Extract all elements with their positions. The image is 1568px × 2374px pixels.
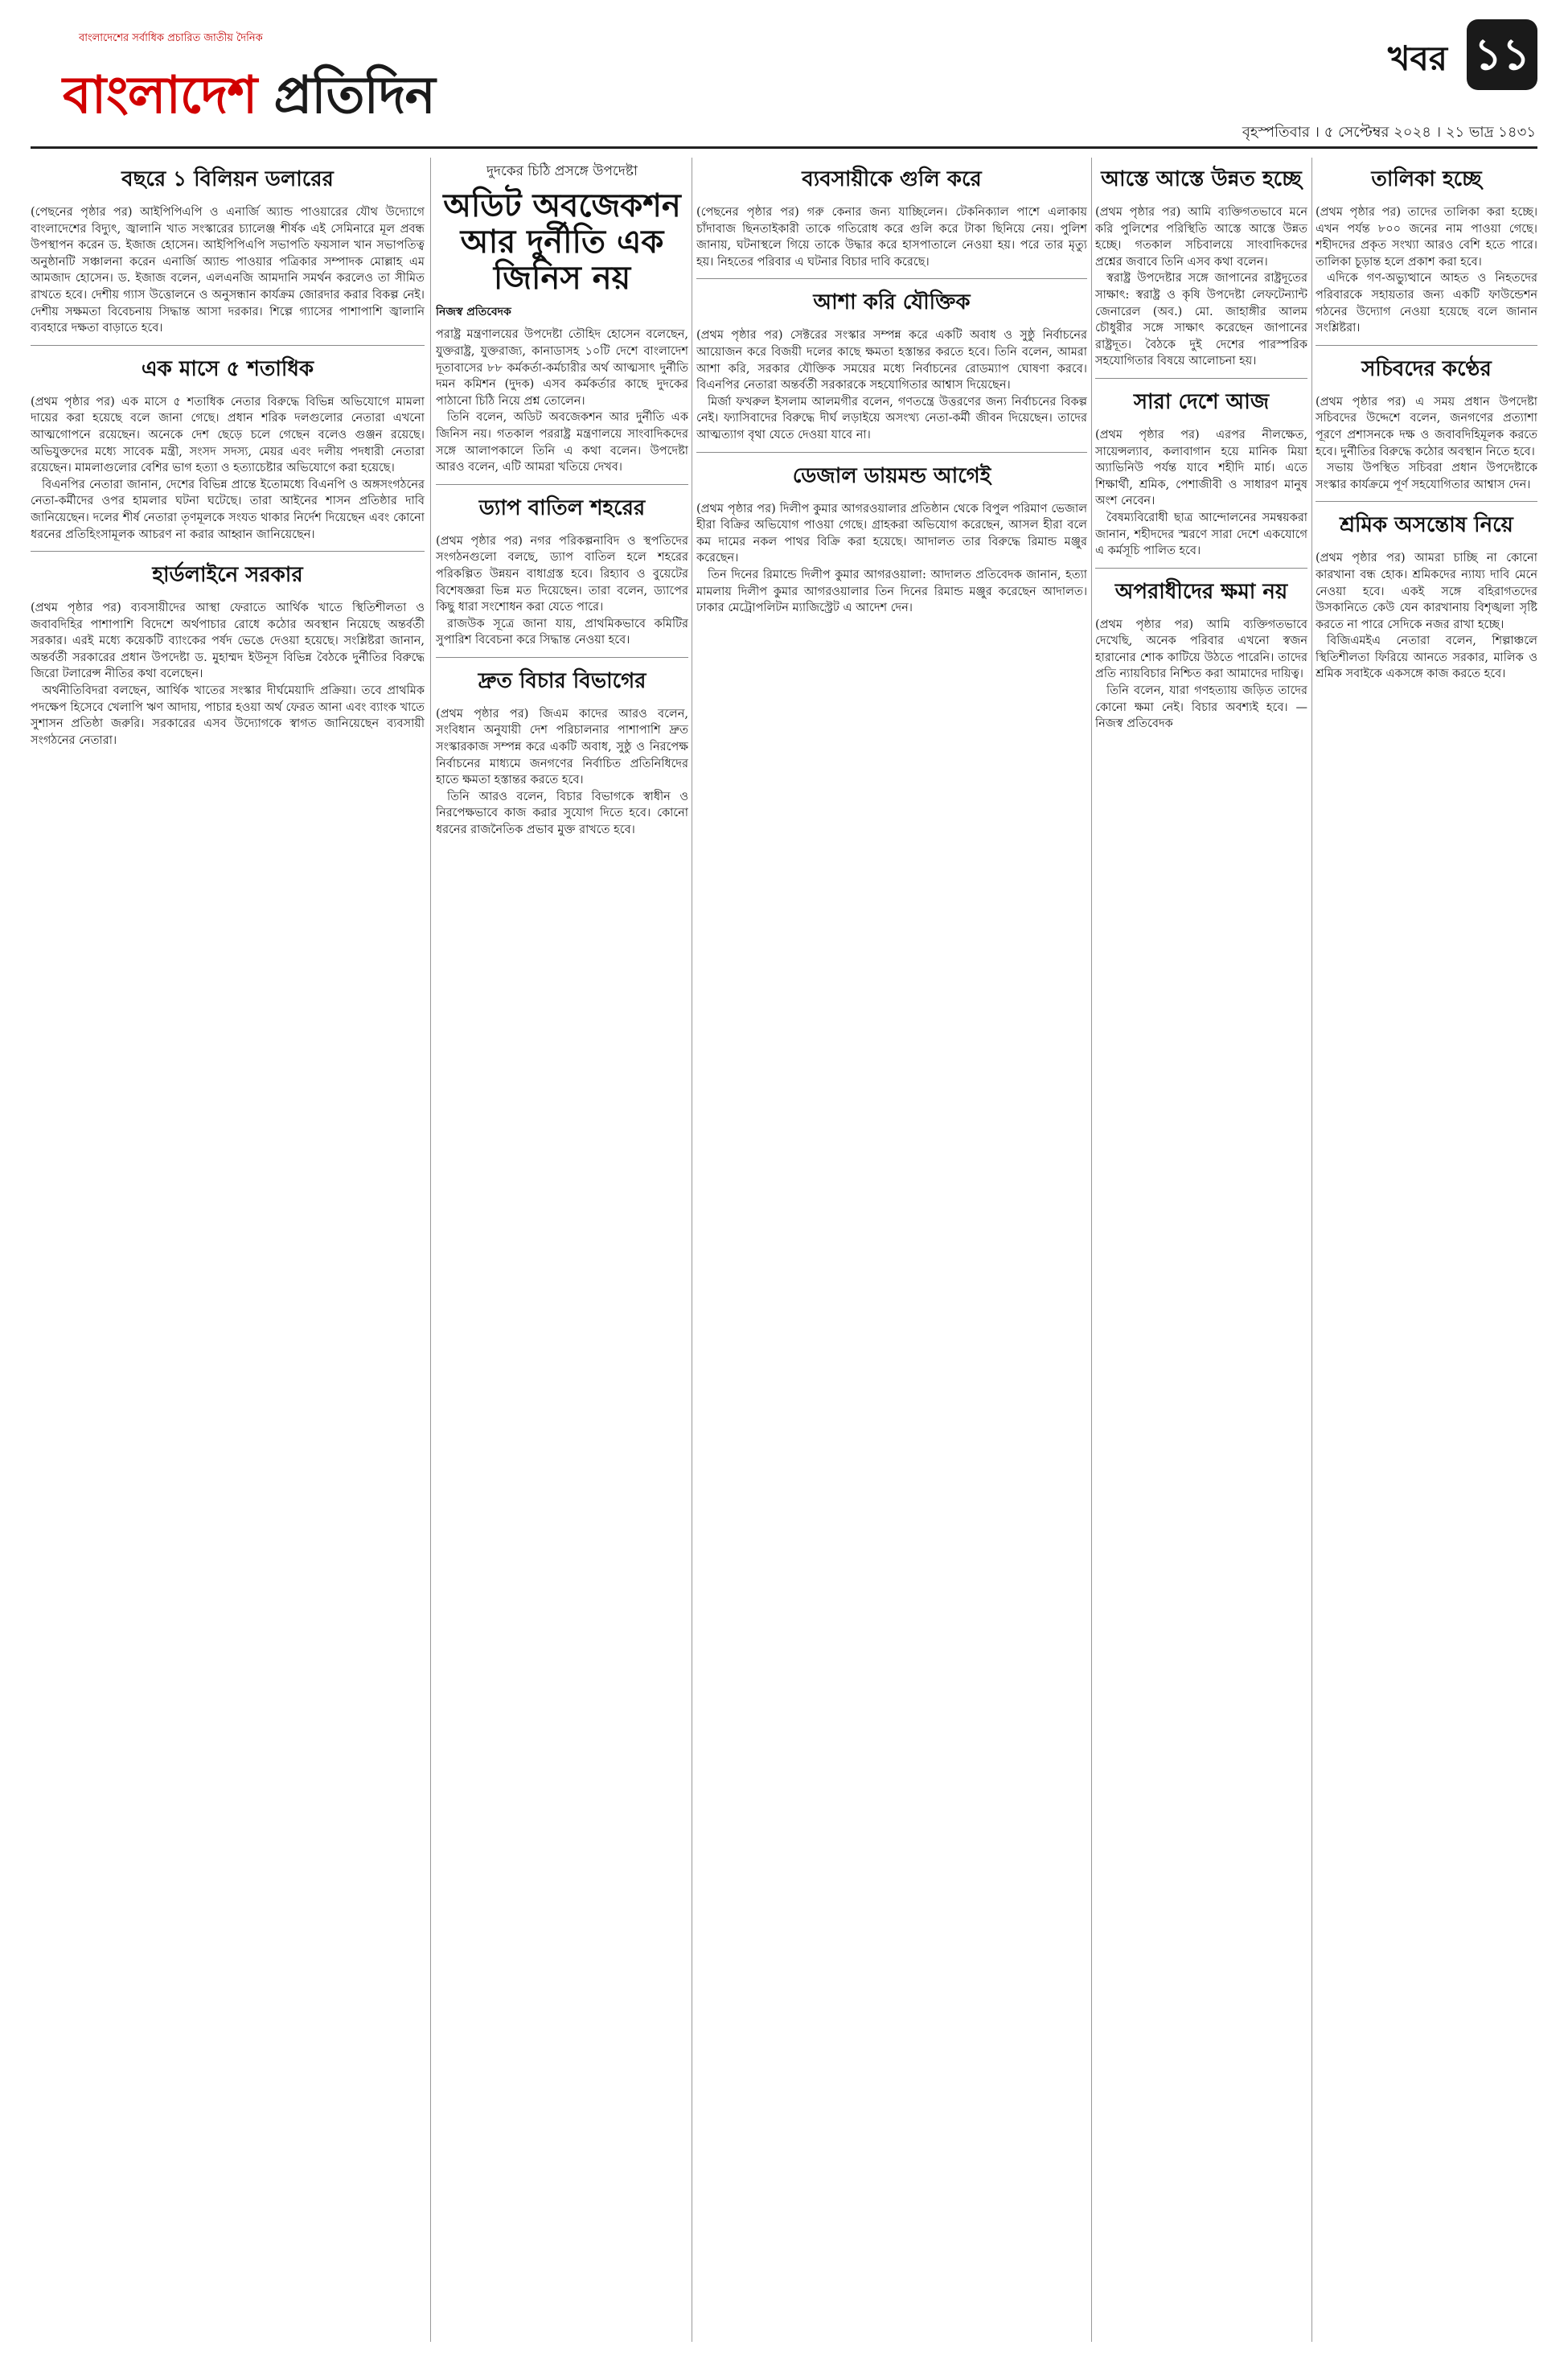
article-hope-logical [696, 285, 1087, 443]
article-separator [436, 484, 688, 485]
logo-word-red: বাংলাদেশ [63, 66, 257, 125]
logo-tagline: বাংলাদেশের সর্বাধিক প্রচারিত জাতীয় দৈনিক [79, 32, 263, 44]
article-headline: ডেজাল ডায়মন্ড আগেই [792, 463, 991, 488]
article-paragraph: সভায় উপস্থিত সচিবরা প্রধান উপদেষ্টাকে সংস্কার কার্যক্রমে পূর্ণ সহযোগিতার আশ্বাস দেন। [1316, 462, 1537, 491]
article-headline: সচিবদের কণ্ঠের [1361, 356, 1492, 381]
article-paragraph: মির্জা ফখরুল ইসলাম আলমগীর বলেন, গণতন্ত্রে উত্তরণের জন্য নির্বাচনের বিকল্প নেই। ফ্যাসিবাদের বিরুদ্ধে দীর্ঘ লড়াইয়ে অসংখ্য নেতা-কর্মী জীবন দিয়েছেন। তাদের আত্মত্যাগ বৃথা যেতে দেওয়া যাবে না। [696, 395, 1087, 442]
masthead [0, 0, 1568, 153]
article-paragraph: (প্রথম পৃষ্ঠার পর) সেক্টরের সংস্কার সম্পন্ন করে একটি অবাধ ও সুষ্ঠু নির্বাচনের আয়োজন করে বিজয়ী দলের কাছে ক্ষমতা হস্তান্তর করতে হবে। তিনি বলেন, আমরা আশা করি, সরকার যৌক্তিক সময়ের মধ্যে নির্বাচনের রোডম্যাপ ঘোষণা করবে। বিএনপির নেতারা অন্তর্বর্তী সরকারকে সহযোগিতার আশ্বাস দিয়েছেন। [696, 329, 1087, 392]
article-headline: অপরাধীদের ক্ষমা নয় [1114, 579, 1288, 604]
article-paragraph: (পেছনের পৃষ্ঠার পর) গরু কেনার জন্য যাচ্ছিলেন। টেকনিক্যাল পাশে এলাকায় চাঁদাবাজ ছিনতাইকারী তাকে গতিরোধ করে গুলি করে টাকা ছিনিয়ে নেয়। পুলিশ জানায়, ঘটনাস্থলে গিয়ে তাকে উদ্ধার করে হাসপাতালে নেওয়া হয়। পরে তার মৃত্যু হয়। নিহতের পরিবার এ ঘটনার বিচার দাবি করেছে। [696, 206, 1087, 269]
article-paragraph: (পেছনের পৃষ্ঠার পর) আইপিপিএপি ও এনার্জি অ্যান্ড পাওয়ারের যৌথ উদ্যোগে বাংলাদেশের বিদ্যুৎ, জ্বালানি খাত সংস্কারের চ্যালেঞ্জ শীর্ষক এই সেমিনারে মূল প্রবন্ধ উপস্থাপন করেন ড. ইজাজ হোসেন। আইপিপিএপি সভাপতি ফয়সাল খান সভাপতিত্ব অনুষ্ঠানটি সঞ্চালনা করেন এনার্জি অ্যান্ড পাওয়ার পত্রিকার সম্পাদক মোল্লাহ এম আমজাদ হোসেন। ড. ইজাজ বলেন, এলএনজি আমদানি সমর্থন করলেও তা সীমিত রাখতে হবে। দেশীয় গ্যাস উত্তোলনে ও অনুসন্ধান কার্যক্রম জোরদার করার বিকল্প নেই। দেশীয় সক্ষমতা বিবেচনায় সিদ্ধান্ত আসা দরকার। শিল্পে গ্যাসের পাশাপাশি জ্বালানি ব্যবহারে দক্ষতা বাড়াতে হবে। [31, 206, 425, 335]
column-3 [696, 158, 1087, 2342]
column-1 [31, 158, 425, 2342]
article-headline: হার্ডলাইনে সরকার [152, 563, 303, 588]
article-separator [696, 452, 1087, 453]
article-paragraph: রাজউক সূত্রে জানা যায়, প্রাথমিকভাবে কমিটির সুপারিশ বিবেচনা করে সিদ্ধান্ত নেওয়া হবে। [436, 617, 688, 647]
page-number-badge: ১১ [1467, 19, 1537, 90]
article-paragraph: পরাষ্ট্র মন্ত্রণালয়ের উপদেষ্টা তৌহিদ হোসেন বলেছেন, যুক্তরাষ্ট্র, যুক্তরাজ্য, কানাডাসহ ১০টি দেশে বাংলাদেশ দূতাবাসের ৮৮ কর্মকর্তা-কর্মচারীর অর্থ আত্মসাৎ দুর্নীতি দমন কমিশন (দুদক) এসব কর্মকর্তার কাছে দুদকের পাঠানো চিঠি নিয়ে প্রশ্ন তোলেন। [436, 328, 688, 408]
article-paragraph: স্বরাষ্ট্র উপদেষ্টার সঙ্গে জাপানের রাষ্ট্রদূতের সাক্ষাৎ: স্বরাষ্ট্র ও কৃষি উপদেষ্টা লেফটেন্যান্ট জেনারেল (অব.) মো. জাহাঙ্গীর আলম চৌধুরীর সঙ্গে সাক্ষাৎ করেছেন জাপানের রাষ্ট্রদূত। বৈঠকে দুই দেশের পারস্পরিক সহযোগিতার বিষয়ে আলোচনা হয়। [1095, 272, 1307, 368]
article-paragraph: (প্রথম পৃষ্ঠার পর) এরপর নীলক্ষেত, সায়েন্সল্যাব, কলাবাগান হয়ে মানিক মিয়া অ্যাভিনিউ পর্যন্ত যাবে শহীদি মার্চ। এতে শিক্ষার্থী, শ্রমিক, পেশাজীবী ও সাধারণ মানুষ অংশ নেবেন। [1095, 428, 1307, 508]
article-paragraph: (প্রথম পৃষ্ঠার পর) ব্যবসায়ীদের আস্থা ফেরাতে আর্থিক খাতে স্থিতিশীলতা ও জবাবদিহির পাশাপাশি বিদেশে অর্থপাচার রোধে কঠোর অবস্থান নিয়েছে অন্তর্বর্তী সরকার। এরই মধ্যে কয়েকটি ব্যাংকের পর্ষদ ভেঙে দেওয়া হয়েছে। সংশ্লিষ্টরা জানান, অন্তর্বর্তী সরকারের প্রধান উপদেষ্টা ড. মুহাম্মদ ইউনূস বিভিন্ন বৈঠকে দুর্নীতির বিরুদ্ধে জিরো টলারেন্স নীতির কথা বলেছেন। [31, 602, 425, 681]
section-label: খবর [1387, 39, 1447, 78]
article-headline: বছরে ১ বিলিয়ন ডলারের [121, 167, 334, 191]
article-headline: আশা করি যৌক্তিক [813, 290, 971, 315]
logo-wordmark [63, 56, 435, 142]
article-paragraph: (প্রথম পৃষ্ঠার পর) আমি ব্যক্তিগতভাবে মনে করি পুলিশের পরিস্থিতি আস্তে আস্তে উন্নত হচ্ছে। গতকাল সচিবালয়ে সাংবাদিকদের প্রশ্নের জবাবে তিনি এসব কথা বলেন। [1095, 206, 1307, 269]
article-paragraph: (প্রথম পৃষ্ঠার পর) এক মাসে ৫ শতাধিক নেতার বিরুদ্ধে বিভিন্ন অভিযোগে মামলা দায়ের করা হয়েছে বলে জানা গেছে। প্রধান শরিক দলগুলোর নেতারা এখনো আত্মগোপনে রয়েছেন। অনেকে দেশ ছেড়ে চলে গেছেন বলেও গুঞ্জন রয়েছে। অভিযুক্তদের মধ্যে সাবেক মন্ত্রী, সংসদ সদস্য, মেয়র এবং দলীয় পদধারী নেতারা রয়েছেন। মামলাগুলোর বেশির ভাগ হত্যা ও হত্যাচেষ্টার অভিযোগে করা হয়েছে। [31, 395, 425, 475]
column-2 [436, 158, 688, 2342]
article-paragraph: বিএনপির নেতারা জানান, দেশের বিভিন্ন প্রান্তে ইতোমধ্যে বিএনপি ও অঙ্গসংগঠনের নেতা-কর্মীদের ওপর হামলার ঘটনা ঘটেছে। তারা আইনের শাসন প্রতিষ্ঠার দাবি জানিয়েছেন। দলের শীর্ষ নেতারা তৃণমূলকে সংযত থাকার নির্দেশ দিয়েছেন এবং কোনো ধরনের প্রতিহিংসামূলক আচরণ না করার আহ্বান জানিয়েছেন। [31, 478, 425, 541]
article-separator [696, 278, 1087, 279]
article-businessman-shot [696, 162, 1087, 270]
article-headline: শ্রমিক অসন্তোষ নিয়ে [1340, 513, 1513, 538]
article-paragraph: (প্রথম পৃষ্ঠার পর) আমি ব্যক্তিগতভাবে দেখেছি, অনেক পরিবার এখনো স্বজন হারানোর শোক কাটিয়ে উঠতে পারেনি। তাদের প্রতি ন্যায়বিচার নিশ্চিত করা আমাদের দায়িত্ব। [1095, 618, 1307, 681]
article-separator [31, 551, 425, 552]
article-labor-unrest [1316, 508, 1537, 683]
article-paragraph: (প্রথম পৃষ্ঠার পর) এ সময় প্রধান উপদেষ্টা সচিবদের উদ্দেশে বলেন, জনগণের প্রত্যাশা পূরণে প্রশাসনকে দক্ষ ও জবাবদিহিমূলক করতে হবে। দুর্নীতির বিরুদ্ধে কঠোর অবস্থান নিতে হবে। [1316, 395, 1537, 458]
article-byline: নিজস্ব প্রতিবেদক [436, 306, 511, 319]
article-kicker: দুদকের চিঠি প্রসঙ্গে উপদেষ্টা [486, 163, 638, 179]
article-paragraph: বিজিএমইএ নেতারা বলেন, শিল্পাঞ্চলে স্থিতিশীলতা ফিরিয়ে আনতে সরকার, মালিক ও শ্রমিক সবাইকে একসঙ্গে কাজ করতে হবে। [1316, 635, 1537, 681]
article-paragraph: (প্রথম পৃষ্ঠার পর) দিলীপ কুমার আগরওয়ালার প্রতিষ্ঠান থেকে বিপুল পরিমাণ ভেজাল হীরা বিক্রির অভিযোগ পাওয়া গেছে। গ্রাহকরা অভিযোগ করেছেন, আসল হীরা বলে কম দামের নকল পাথর বিক্রি করা হয়েছে। আদালত তার বিরুদ্ধে রিমান্ড মঞ্জুর করেছেন। [696, 502, 1087, 565]
article-separator [31, 345, 425, 346]
article-paragraph: এদিকে গণ-অভ্যুত্থানে আহত ও নিহতদের পরিবারকে সহায়তার জন্য একটি ফাউন্ডেশন গঠনের উদ্যোগ নেওয়া হয়েছে বলে জানান সংশ্লিষ্টরা। [1316, 272, 1537, 335]
article-paragraph: তিন দিনের রিমান্ডে দিলীপ কুমার আগরওয়ালা: আদালত প্রতিবেদক জানান, হত্যা মামলায় দিলীপ কুমার আগরওয়ালার তিন দিনের রিমান্ড মঞ্জুর করেছেন আদালত। ঢাকার মেট্রোপলিটন ম্যাজিস্ট্রেট এ আদেশ দেন। [696, 568, 1087, 615]
column-divider [1311, 158, 1312, 2342]
article-separator [1095, 378, 1307, 379]
article-paragraph: তিনি বলেন, যারা গণহত্যায় জড়িত তাদের কোনো ক্ষমা নেই। বিচার অবশ্যই হবে। — নিজস্ব প্রতিবেদক [1095, 684, 1307, 731]
article-slowly-improving [1095, 162, 1307, 370]
newspaper-logo [31, 14, 435, 135]
article-separator [436, 657, 688, 658]
article-secretaries [1316, 352, 1537, 494]
article-paragraph: (প্রথম পৃষ্ঠার পর) জিএম কাদের আরও বলেন, সংবিধান অনুযায়ী দেশ পরিচালনার পাশাপাশি দ্রুত সংস্কারকাজ সম্পন্ন করে একটি অবাধ, সুষ্ঠু ও নিরপেক্ষ নির্বাচনের মাধ্যমে জনগণের নির্বাচিত প্রতিনিধিদের হাতে ক্ষমতা হস্তান্তর করতে হবে। [436, 707, 688, 787]
article-dap-cancel [436, 491, 688, 649]
column-4 [1095, 158, 1307, 2342]
article-headline: দ্রুত বিচার বিভাগের [478, 668, 646, 693]
article-audit-objection [436, 161, 688, 476]
article-separator [1095, 568, 1307, 569]
article-headline: সারা দেশে আজ [1133, 389, 1270, 414]
article-five-hundred [31, 352, 425, 543]
article-headline: তালিকা হচ্ছে [1371, 167, 1482, 191]
article-nationwide-today [1095, 385, 1307, 560]
article-hardline-govt [31, 558, 425, 749]
article-billion-dollar [31, 162, 425, 337]
article-paragraph: তিনি বলেন, অডিট অবজেকশন আর দুর্নীতি এক জিনিস নয়। গতকাল পররাষ্ট্র মন্ত্রণালয়ে সাংবাদিকদের সঙ্গে আলাপকালে তিনি এ কথা বলেন। উপদেষ্টা আরও বলেন, এটি আমরা খতিয়ে দেখব। [436, 411, 688, 474]
article-no-pardon [1095, 575, 1307, 733]
article-paragraph: বৈষম্যবিরোধী ছাত্র আন্দোলনের সমন্বয়করা জানান, শহীদদের স্মরণে সারা দেশে একযোগে এ কর্মসূচি পালিত হবে। [1095, 511, 1307, 558]
column-divider [1091, 158, 1092, 2342]
article-paragraph: (প্রথম পৃষ্ঠার পর) আমরা চাচ্ছি না কোনো কারখানা বন্ধ হোক। শ্রমিকদের ন্যায্য দাবি মেনে নেওয়া হবে। একই সঙ্গে বহিরাগতদের উসকানিতে কেউ যেন কারখানায় বিশৃঙ্খলা সৃষ্টি করতে না পারে সেদিকে নজর রাখা হচ্ছে। [1316, 552, 1537, 631]
article-headline: ব্যবসায়ীকে গুলি করে [802, 167, 982, 191]
column-5 [1316, 158, 1537, 2342]
article-paragraph: অর্থনীতিবিদরা বলছেন, আর্থিক খাতের সংস্কার দীর্ঘমেয়াদি প্রক্রিয়া। তবে প্রাথমিক পদক্ষেপ হিসেবে খেলাপি ঋণ আদায়, পাচার হওয়া অর্থ ফেরত আনা এবং ব্যাংক খাতে সুশাসন প্রতিষ্ঠা জরুরি। সরকারের এসব উদ্যোগকে স্বাগত জানিয়েছেন ব্যবসায়ী সংগঠনের নেতারা। [31, 684, 425, 747]
masthead-rule [31, 146, 1537, 149]
article-list-being-made [1316, 162, 1537, 337]
column-divider [430, 158, 431, 2342]
article-fake-diamond [696, 459, 1087, 617]
dateline: বৃহস্পতিবার । ৫ সেপ্টেম্বর ২০২৪ । ২১ ভাদ্র ১৪৩১ [1242, 124, 1536, 141]
logo-word-black: প্রতিদিন [273, 66, 435, 125]
article-headline: ড্যাপ বাতিল শহরের [478, 495, 646, 520]
article-paragraph: তিনি আরও বলেন, বিচার বিভাগকে স্বাধীন ও নিরপেক্ষভাবে কাজ করার সুযোগ দিতে হবে। কোনো ধরনের রাজনৈতিক প্রভাব মুক্ত রাখতে হবে। [436, 790, 688, 837]
article-paragraph: (প্রথম পৃষ্ঠার পর) তাদের তালিকা করা হচ্ছে। এখন পর্যন্ত ৮০০ জনের নাম পাওয়া গেছে। শহীদদের প্রকৃত সংখ্যা আরও বেশি হতে পারে। তালিকা চূড়ান্ত হলে প্রকাশ করা হবে। [1316, 206, 1537, 269]
article-speedy-judiciary [436, 664, 688, 839]
article-headline: অডিট অবজেকশন আর দুর্নীতি এক জিনিস নয় [443, 187, 681, 297]
article-paragraph: (প্রথম পৃষ্ঠার পর) নগর পরিকল্পনাবিদ ও স্থপতিদের সংগঠনগুলো বলছে, ড্যাপ বাতিল হলে শহরের পরিকল্পিত উন্নয়ন বাধাগ্রস্ত হবে। রিহ্যাব ও বুয়েটের বিশেষজ্ঞরা ভিন্ন মত দিয়েছেন। তারা বলেন, ড্যাপের কিছু ধারা সংশোধন করা যেতে পারে। [436, 534, 688, 614]
article-separator [1316, 501, 1537, 502]
article-headline: আস্তে আস্তে উন্নত হচ্ছে [1101, 167, 1302, 191]
article-headline: এক মাসে ৫ শতাধিক [141, 356, 314, 381]
article-separator [1316, 345, 1537, 346]
